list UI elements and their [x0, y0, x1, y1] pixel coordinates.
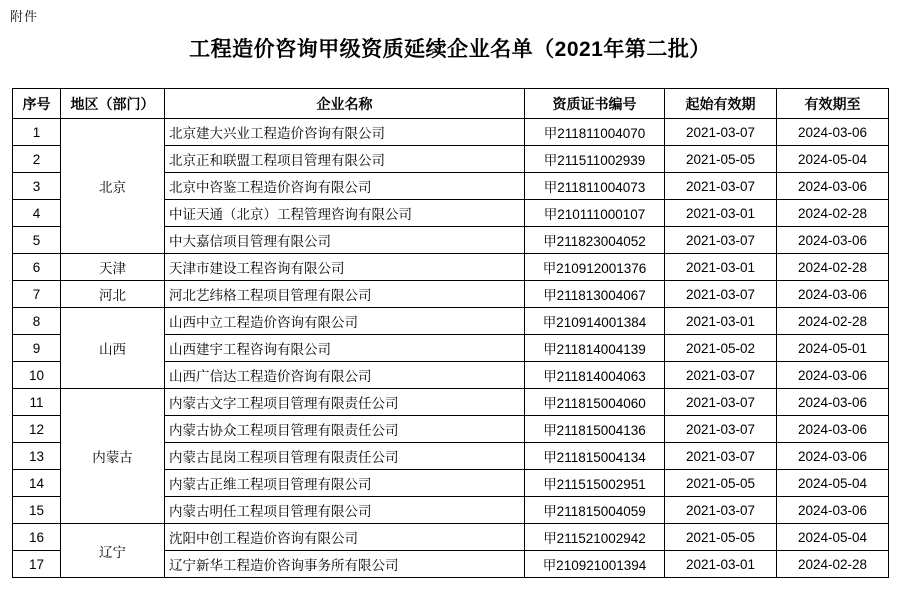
cell-end-date: 2024-02-28	[777, 551, 889, 578]
cell-company-name: 中证天通（北京）工程管理咨询有限公司	[165, 200, 525, 227]
company-list-table	[12, 88, 889, 578]
table-row	[13, 254, 889, 281]
company-list-table-wrapper	[12, 88, 888, 578]
table-row	[13, 281, 889, 308]
cell-company-name: 山西中立工程造价咨询有限公司	[165, 308, 525, 335]
column-header-end-date: 有效期至	[777, 89, 889, 119]
cell-company-name: 内蒙古明任工程项目管理有限公司	[165, 497, 525, 524]
table-header	[13, 89, 889, 119]
cell-end-date: 2024-05-01	[777, 335, 889, 362]
cell-region: 辽宁	[61, 524, 165, 578]
cell-start-date: 2021-03-01	[665, 308, 777, 335]
cell-seq: 5	[13, 227, 61, 254]
cell-end-date: 2024-03-06	[777, 389, 889, 416]
cell-seq: 11	[13, 389, 61, 416]
column-header-seq: 序号	[13, 89, 61, 119]
cell-region: 北京	[61, 119, 165, 254]
cell-end-date: 2024-05-04	[777, 146, 889, 173]
cell-company-name: 中大嘉信项目管理有限公司	[165, 227, 525, 254]
cell-start-date: 2021-03-07	[665, 443, 777, 470]
cell-seq: 15	[13, 497, 61, 524]
cell-region: 河北	[61, 281, 165, 308]
cell-company-name: 内蒙古协众工程项目管理有限责任公司	[165, 416, 525, 443]
cell-company-name: 河北艺纬格工程项目管理有限公司	[165, 281, 525, 308]
cell-seq: 8	[13, 308, 61, 335]
table-row	[13, 389, 889, 416]
cell-company-name: 北京中咨鉴工程造价咨询有限公司	[165, 173, 525, 200]
cell-certificate-number: 甲211815004134	[525, 443, 665, 470]
cell-company-name: 内蒙古昆岗工程项目管理有限责任公司	[165, 443, 525, 470]
cell-company-name: 山西广信达工程造价咨询有限公司	[165, 362, 525, 389]
column-header-company-name: 企业名称	[165, 89, 525, 119]
cell-seq: 10	[13, 362, 61, 389]
cell-end-date: 2024-03-06	[777, 416, 889, 443]
cell-start-date: 2021-03-07	[665, 227, 777, 254]
cell-seq: 14	[13, 470, 61, 497]
cell-seq: 4	[13, 200, 61, 227]
cell-start-date: 2021-03-07	[665, 497, 777, 524]
cell-certificate-number: 甲211811004073	[525, 173, 665, 200]
cell-certificate-number: 甲211814004063	[525, 362, 665, 389]
cell-seq: 9	[13, 335, 61, 362]
cell-seq: 12	[13, 416, 61, 443]
page-title: 工程造价咨询甲级资质延续企业名单（2021年第二批）	[189, 38, 711, 61]
cell-certificate-number: 甲211815004059	[525, 497, 665, 524]
cell-region: 天津	[61, 254, 165, 281]
cell-certificate-number: 甲211515002951	[525, 470, 665, 497]
cell-end-date: 2024-03-06	[777, 443, 889, 470]
cell-start-date: 2021-03-01	[665, 200, 777, 227]
column-header-region: 地区（部门）	[61, 89, 165, 119]
cell-company-name: 沈阳中创工程造价咨询有限公司	[165, 524, 525, 551]
cell-region: 山西	[61, 308, 165, 389]
cell-certificate-number: 甲211814004139	[525, 335, 665, 362]
cell-company-name: 内蒙古文字工程项目管理有限责任公司	[165, 389, 525, 416]
cell-start-date: 2021-05-05	[665, 146, 777, 173]
cell-seq: 17	[13, 551, 61, 578]
cell-start-date: 2021-03-07	[665, 416, 777, 443]
cell-end-date: 2024-03-06	[777, 281, 889, 308]
cell-company-name: 北京建大兴业工程造价咨询有限公司	[165, 119, 525, 146]
table-row	[13, 308, 889, 335]
cell-certificate-number: 甲211823004052	[525, 227, 665, 254]
cell-start-date: 2021-03-07	[665, 119, 777, 146]
column-header-start-date: 起始有效期	[665, 89, 777, 119]
cell-end-date: 2024-03-06	[777, 362, 889, 389]
cell-seq: 16	[13, 524, 61, 551]
cell-seq: 7	[13, 281, 61, 308]
cell-start-date: 2021-05-05	[665, 470, 777, 497]
cell-end-date: 2024-02-28	[777, 200, 889, 227]
cell-certificate-number: 甲210912001376	[525, 254, 665, 281]
cell-start-date: 2021-03-07	[665, 281, 777, 308]
cell-start-date: 2021-03-07	[665, 389, 777, 416]
cell-end-date: 2024-03-06	[777, 497, 889, 524]
column-header-certificate-number: 资质证书编号	[525, 89, 665, 119]
cell-seq: 13	[13, 443, 61, 470]
cell-region: 内蒙古	[61, 389, 165, 524]
cell-end-date: 2024-02-28	[777, 254, 889, 281]
cell-start-date: 2021-05-02	[665, 335, 777, 362]
table-row	[13, 524, 889, 551]
cell-start-date: 2021-03-01	[665, 254, 777, 281]
cell-company-name: 内蒙古正维工程项目管理有限公司	[165, 470, 525, 497]
cell-company-name: 山西建宇工程咨询有限公司	[165, 335, 525, 362]
cell-certificate-number: 甲211811004070	[525, 119, 665, 146]
cell-end-date: 2024-05-04	[777, 524, 889, 551]
cell-seq: 2	[13, 146, 61, 173]
cell-end-date: 2024-02-28	[777, 308, 889, 335]
cell-end-date: 2024-05-04	[777, 470, 889, 497]
cell-start-date: 2021-05-05	[665, 524, 777, 551]
cell-certificate-number: 甲211521002942	[525, 524, 665, 551]
cell-certificate-number: 甲210914001384	[525, 308, 665, 335]
cell-seq: 6	[13, 254, 61, 281]
cell-certificate-number: 甲210111000107	[525, 200, 665, 227]
cell-end-date: 2024-03-06	[777, 173, 889, 200]
cell-end-date: 2024-03-06	[777, 119, 889, 146]
cell-certificate-number: 甲211815004060	[525, 389, 665, 416]
cell-certificate-number: 甲211511002939	[525, 146, 665, 173]
cell-certificate-number: 甲211813004067	[525, 281, 665, 308]
cell-company-name: 辽宁新华工程造价咨询事务所有限公司	[165, 551, 525, 578]
cell-company-name: 北京正和联盟工程项目管理有限公司	[165, 146, 525, 173]
cell-start-date: 2021-03-07	[665, 362, 777, 389]
cell-start-date: 2021-03-01	[665, 551, 777, 578]
table-row	[13, 119, 889, 146]
cell-seq: 1	[13, 119, 61, 146]
cell-company-name: 天津市建设工程咨询有限公司	[165, 254, 525, 281]
cell-start-date: 2021-03-07	[665, 173, 777, 200]
attachment-label: 附件	[10, 9, 39, 24]
table-body	[13, 119, 889, 578]
cell-certificate-number: 甲211815004136	[525, 416, 665, 443]
cell-end-date: 2024-03-06	[777, 227, 889, 254]
table-header-row	[13, 89, 889, 119]
cell-seq: 3	[13, 173, 61, 200]
cell-certificate-number: 甲210921001394	[525, 551, 665, 578]
